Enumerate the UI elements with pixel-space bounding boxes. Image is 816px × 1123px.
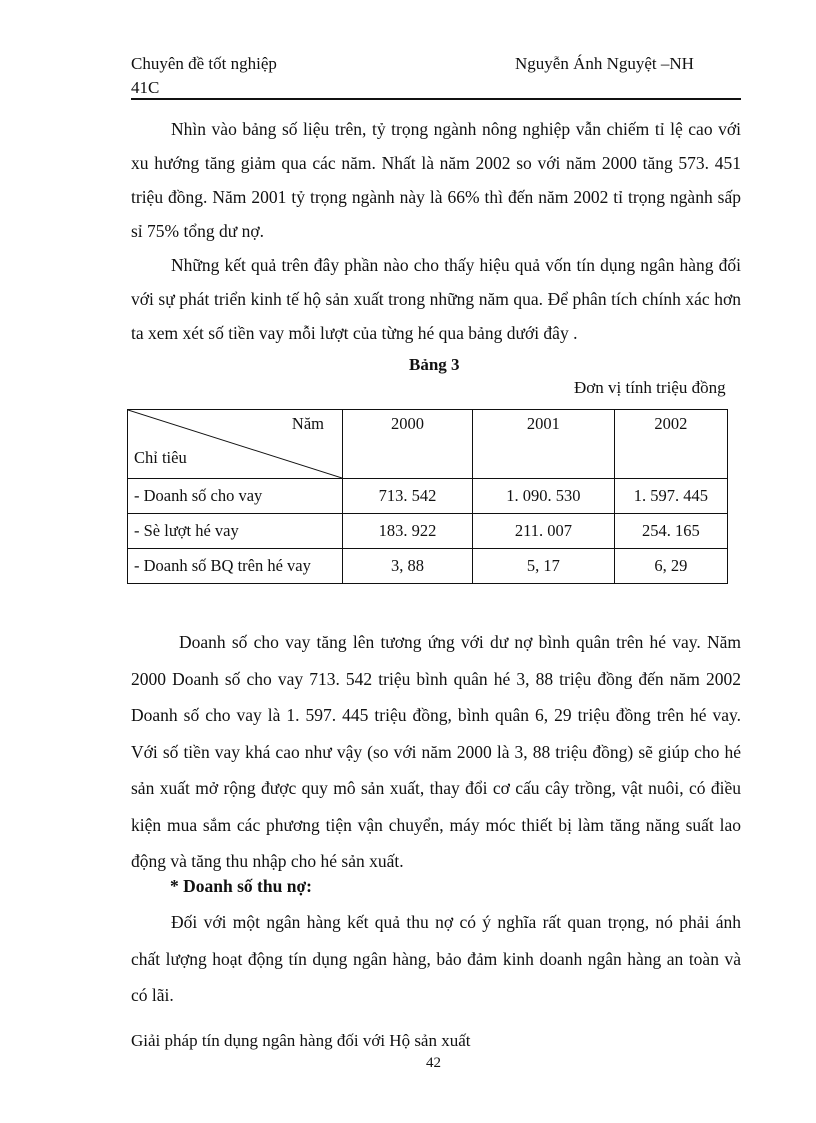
year-header-2000: 2000 xyxy=(343,410,473,479)
table-row xyxy=(128,549,728,584)
table-cell: 1. 597. 445 xyxy=(614,479,727,514)
year-header-2001: 2001 xyxy=(472,410,614,479)
header-author: Nguyễn Ánh Nguyệt –NH xyxy=(515,54,694,73)
corner-label-year: Năm xyxy=(291,414,324,433)
row-label: - Doanh số cho vay xyxy=(128,479,343,514)
page-number: 42 xyxy=(426,1055,441,1071)
table-cell: 183. 922 xyxy=(343,514,473,549)
table-cell: 5, 17 xyxy=(472,549,614,584)
table-cell: 3, 88 xyxy=(343,549,473,584)
table-cell: 1. 090. 530 xyxy=(472,479,614,514)
row-label: - Doanh số BQ trên hé vay xyxy=(128,549,343,584)
table-caption: Bảng 3 xyxy=(409,355,460,374)
table-corner-cell xyxy=(128,410,343,479)
paragraph-2: Những kết quả trên đây phần nào cho thấy hiệu quả vốn tín dụng ngân hàng đối với sự phát triển kinh tế hộ sản xuất trong những năm qua. Để phân tích chính xác hơn ta xem xét số tiền vay mỗi lượt của từng hé qua bảng dưới đây . xyxy=(131,255,741,343)
footer-title: Giải pháp tín dụng ngân hàng đối với Hộ sản xuất xyxy=(131,1031,471,1050)
table-unit: Đơn vị tính triệu đồng xyxy=(574,378,726,397)
paragraph-3: Doanh số cho vay tăng lên tương ứng với dư nợ bình quân trên hé vay. Năm 2000 Doanh số cho vay 713. 542 triệu bình quân hé 3, 88 triệu đồng đến năm 2002 Doanh số cho vay là 1. 597. 445 triệu đồng, bình quân 6, 29 triệu đồng trên hé vay. Với số tiền vay khá cao như vậy (so với năm 2000 là 3, 88 triệu đồng) sẽ giúp cho hé sản xuất mở rộng được quy mô sản xuất, thay đổi cơ cấu cây trồng, vật nuôi, có điều kiện mua sắm các phương tiện vận chuyển, máy móc thiết bị làm tăng năng suất lao động và tăng thu nhập cho hé sản xuất. xyxy=(131,632,741,871)
data-table xyxy=(127,409,728,584)
section-subheading: * Doanh số thu nợ: xyxy=(170,876,312,896)
table-row xyxy=(128,514,728,549)
table-row xyxy=(128,479,728,514)
corner-label-indicator: Chỉ tiêu xyxy=(134,448,187,467)
paragraph-1: Nhìn vào bảng số liệu trên, tỷ trọng ngành nông nghiệp vẫn chiếm tỉ lệ cao với xu hướng tăng giảm qua các năm. Nhất là năm 2002 so với năm 2000 tăng 573. 451 triệu đồng. Năm 2001 tỷ trọng ngành này là 66% thì đến năm 2002 tỉ trọng ngành sấp sỉ 75% tổng dư nợ. xyxy=(131,119,741,241)
table-cell: 211. 007 xyxy=(472,514,614,549)
table-cell: 254. 165 xyxy=(614,514,727,549)
year-header-2002: 2002 xyxy=(614,410,727,479)
header-left-title: Chuyên đề tốt nghiệp xyxy=(131,54,277,73)
table-header-row xyxy=(128,410,728,479)
header-left-class: 41C xyxy=(131,78,160,97)
header-divider xyxy=(131,98,741,100)
paragraph-4: Đối với một ngân hàng kết quả thu nợ có ý nghĩa rất quan trọng, nó phải ánh chất lượng hoạt động tín dụng ngân hàng, bảo đảm kinh doanh ngân hàng an toàn và có lãi. xyxy=(131,912,741,1005)
table-cell: 6, 29 xyxy=(614,549,727,584)
row-label: - Sè lượt hé vay xyxy=(128,514,343,549)
table-cell: 713. 542 xyxy=(343,479,473,514)
